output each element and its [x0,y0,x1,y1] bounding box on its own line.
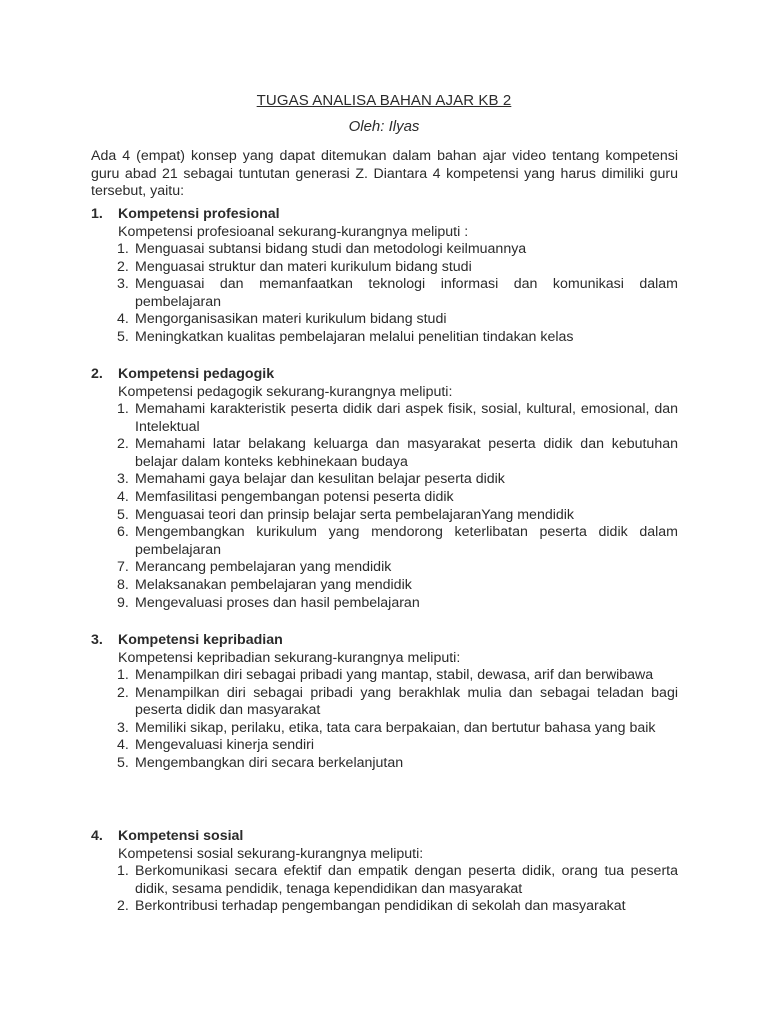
item-number: 2. [117,898,129,915]
item-number: 9. [117,594,129,611]
section-heading [91,827,678,845]
item-text: Berkomunikasi secara efektif dan empatik dengan peserta didik, orang tua peserta didik, sesama pendidik, tenaga kependidikan dan masyarakat [135,863,678,897]
section-kompetensi-profesional [91,205,678,347]
list-item [91,259,678,277]
list-item [91,559,678,577]
item-text: Menampilkan diri sebagai pribadi yang mantap, stabil, dewasa, arif dan berwibawa [135,667,654,683]
list-item [91,595,678,613]
list-item [91,276,678,311]
section-item-list [91,401,678,612]
item-text: Mengevaluasi kinerja sendiri [135,737,315,754]
item-number: 1. [117,863,129,879]
item-text: Mengembangkan kurikulum yang mendorong keterlibatan peserta didik dalam pembelajaran [135,524,678,558]
item-number: 7. [117,559,129,576]
item-number: 1. [117,401,129,417]
section-item-list [91,667,678,773]
item-number: 3. [117,719,129,736]
list-item [91,329,678,347]
item-text: Melaksanakan pembelajaran yang mendidik [135,576,412,593]
item-number: 3. [117,276,129,293]
section-heading [91,205,678,223]
list-item [91,524,678,559]
section-kompetensi-sosial [91,827,678,916]
item-number: 8. [117,576,129,593]
list-item [91,898,678,916]
item-number: 1. [117,241,129,257]
item-text: Menguasai struktur dan materi kurikulum bidang studi [135,258,472,275]
item-text: Menguasai dan memanfaatkan teknologi informasi dan komunikasi dalam pembelajaran [135,276,678,310]
item-number: 2. [117,258,129,275]
section-number: 3. [91,632,103,648]
section-number: 2. [91,366,103,382]
list-item [91,471,678,489]
section-title: Kompetensi profesional [118,206,280,222]
section-intro: Kompetensi pedagogik sekurang-kurangnya meliputi: [118,384,453,400]
section-kompetensi-pedagogik [91,365,678,612]
item-text: Menguasai subtansi bidang studi dan metodologi keilmuannya [135,241,527,257]
section-intro: Kompetensi kepribadian sekurang-kurangnya meliputi: [118,650,461,666]
section-heading [91,365,678,383]
item-text: Menampilkan diri sebagai pribadi yang berakhlak mulia dan sebagai teladan bagi peserta didik dan masyarakat [135,684,678,719]
list-item [91,311,678,329]
section-kompetensi-kepribadian [91,631,678,773]
intro-paragraph: Ada 4 (empat) konsep yang dapat ditemukan dalam bahan ajar video tentang kompetensi guru abad 21 sebagai tuntutan generasi Z. Diantara 4 kompetensi yang harus dimiliki guru tersebut, yaitu: [91,148,678,199]
item-text: Menguasai teori dan prinsip belajar serta pembelajaranYang mendidik [135,506,575,523]
section-title: Kompetensi pedagogik [118,366,275,382]
item-number: 3. [117,471,129,488]
item-text: Memahami karakteristik peserta didik dari aspek fisik, sosial, kultural, emosional, dan Intelektual [135,401,678,435]
item-text: Memiliki sikap, perilaku, etika, tata cara berpakaian, dan bertutur bahasa yang baik [135,719,656,736]
section-intro: Kompetensi sosial sekurang-kurangnya meliputi: [118,846,424,862]
section-heading [91,631,678,649]
section-number: 1. [91,206,103,222]
list-item [91,507,678,525]
list-item [91,489,678,507]
item-number: 2. [117,436,129,453]
item-number: 5. [117,328,129,345]
item-text: Mengorganisasikan materi kurikulum bidang studi [135,311,447,328]
list-item [91,863,678,898]
item-number: 1. [117,667,129,683]
item-text: Memahami gaya belajar dan kesulitan belajar peserta didik [135,471,505,488]
list-item [91,755,678,773]
section-number: 4. [91,828,103,844]
section-title: Kompetensi kepribadian [118,632,283,648]
list-item [91,577,678,595]
item-number: 4. [117,488,129,505]
item-number: 2. [117,684,129,701]
section-item-list [91,241,678,347]
list-item [91,241,678,259]
list-item [91,401,678,436]
item-text: Mengembangkan diri secara berkelanjutan [135,754,404,771]
item-text: Mengevaluasi proses dan hasil pembelajaran [135,594,420,611]
item-number: 6. [117,524,129,541]
item-number: 4. [117,737,129,754]
item-text: Memahami latar belakang keluarga dan masyarakat peserta didik dan kebutuhan belajar dalam konteks kebhinekaan budaya [135,436,678,470]
item-text: Memfasilitasi pengembangan potensi peserta didik [135,488,454,505]
section-title: Kompetensi sosial [118,828,244,844]
list-item [91,685,678,720]
list-item [91,436,678,471]
item-number: 4. [117,311,129,328]
section-intro: Kompetensi profesioanal sekurang-kurangnya meliputi : [118,224,469,240]
document-title: TUGAS ANALISA BAHAN AJAR KB 2 [256,92,512,109]
item-number: 5. [117,754,129,771]
item-number: 5. [117,506,129,523]
section-item-list [91,863,678,916]
item-text: Berkontribusi terhadap pengembangan pendidikan di sekolah dan masyarakat [135,898,626,915]
item-text: Merancang pembelajaran yang mendidik [135,559,392,576]
item-text: Meningkatkan kualitas pembelajaran melalui penelitian tindakan kelas [135,328,574,345]
list-item [91,667,678,685]
list-item [91,737,678,755]
list-item [91,720,678,738]
document-author: Oleh: Ilyas [348,118,420,135]
